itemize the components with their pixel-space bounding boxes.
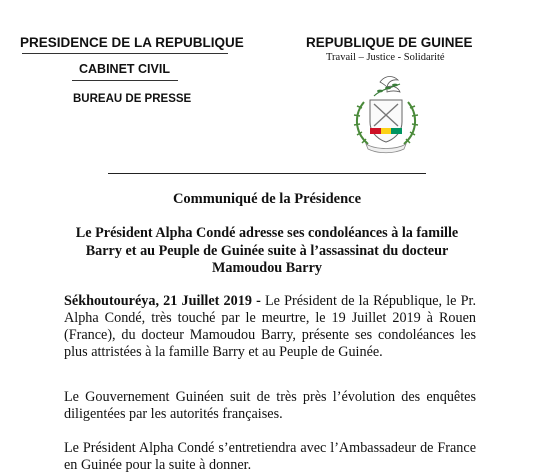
header-separator — [108, 173, 426, 174]
country-heading: REPUBLIQUE DE GUINEE — [306, 35, 473, 50]
cabinet-underline — [72, 80, 178, 81]
guinea-coat-of-arms-icon — [340, 70, 432, 156]
headline-line-1: Le Président Alpha Condé adresse ses condoléances à la famille — [75, 225, 459, 241]
dateline: Sékhoutouréya, 21 Juillet 2019 - — [64, 293, 261, 309]
headline-line-3: Mamoudou Barry — [212, 260, 322, 276]
paragraph-1-body: Le Président de la République, le Pr. Alpha Condé, très touché par le meurtre, le 19 Juillet 2019 à Rouen (France), du docteur Mamoudou Barry, présente ses condoléances les plus attristées à la famille Barry et au Peuple de Guinée. — [64, 293, 477, 360]
headline — [30, 225, 504, 278]
paragraph-1 — [64, 293, 476, 361]
motto-text: Travail – Justice - Solidarité — [326, 52, 445, 63]
communique-title: Communiqué de la Présidence — [172, 191, 362, 207]
cabinet-civil-heading: CABINET CIVIL — [79, 62, 170, 76]
presidence-underline — [22, 53, 228, 54]
headline-line-2: Barry et au Peuple de Guinée suite à l’assassinat du docteur — [85, 242, 449, 259]
paragraph-2: Le Gouvernement Guinéen suit de très près l’évolution des enquêtes diligentées par les autorités françaises. — [64, 389, 476, 422]
paragraph-3: Le Président Alpha Condé s’entretiendra avec l’Ambassadeur de France en Guinée pour la suite à donner. — [64, 440, 476, 473]
bureau-de-presse-heading: BUREAU DE PRESSE — [73, 93, 192, 105]
presidence-heading: PRESIDENCE DE LA REPUBLIQUE — [20, 35, 244, 50]
